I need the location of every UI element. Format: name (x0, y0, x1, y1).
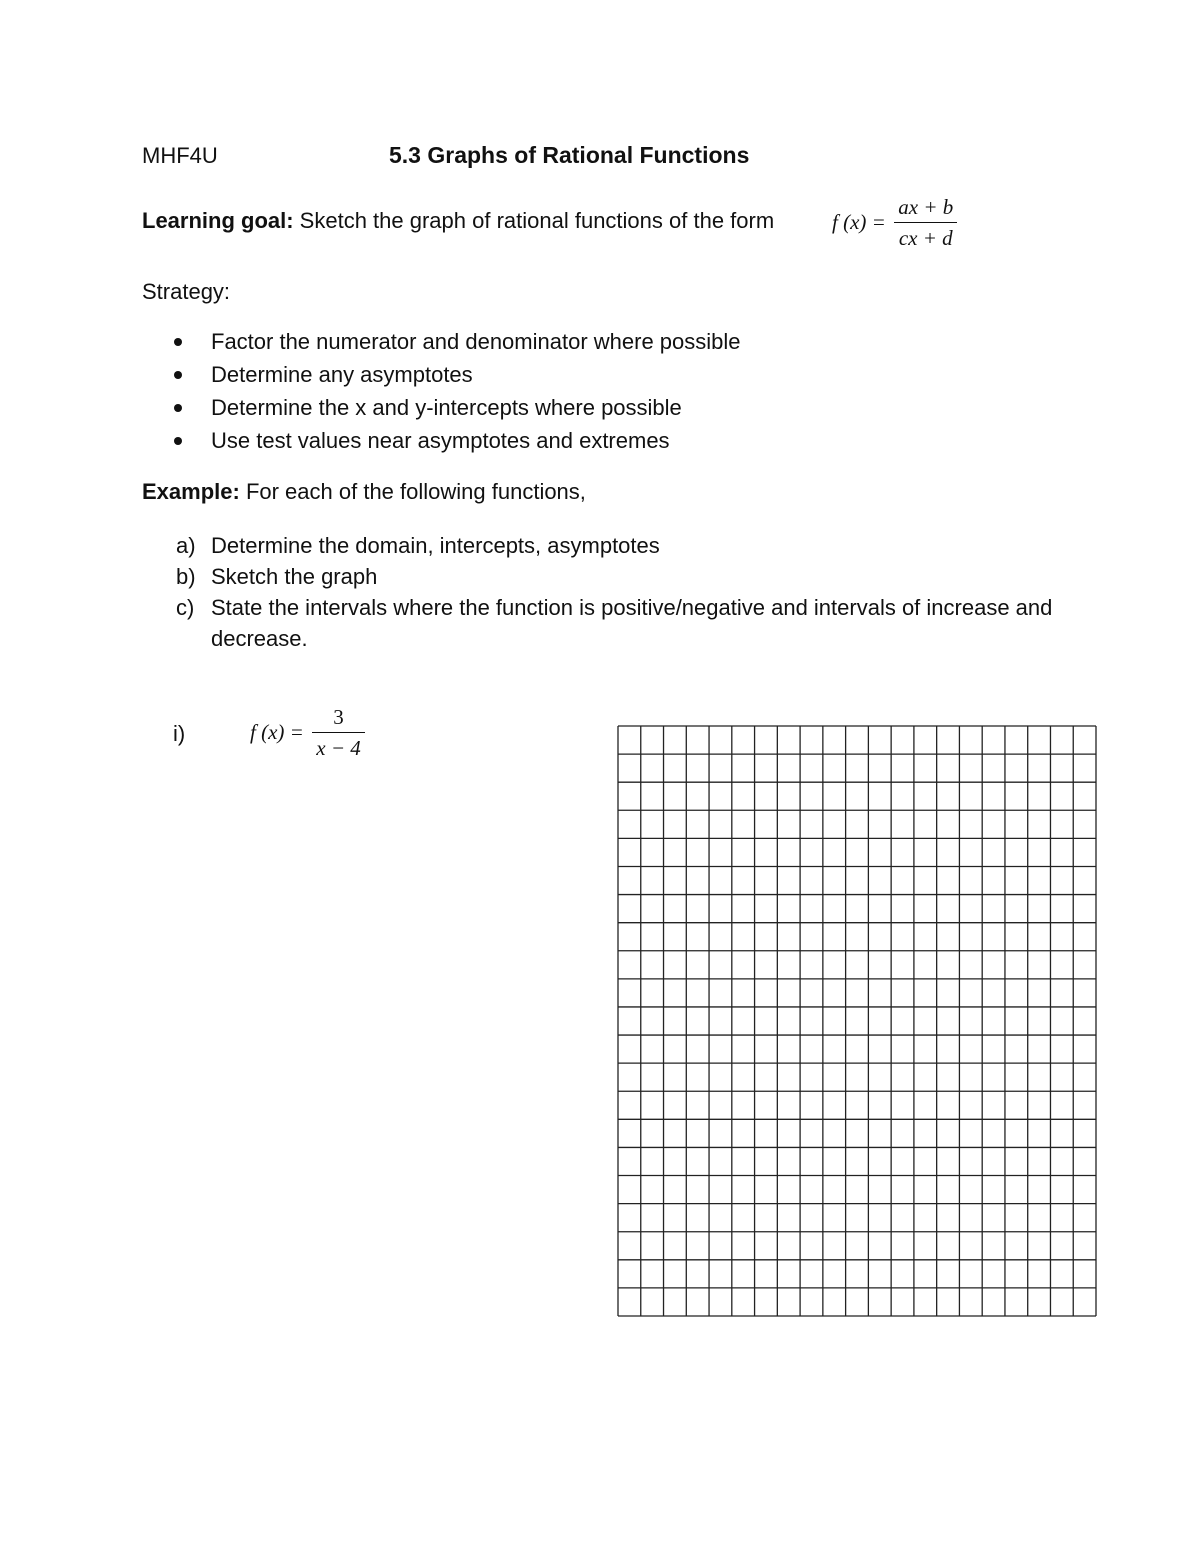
example-label: Example: (142, 479, 240, 504)
bullet-icon (174, 338, 182, 346)
function-lhs: f (x) = (250, 720, 304, 744)
formula-numerator: ax + b (898, 195, 954, 219)
strategy-heading: Strategy: (142, 279, 231, 304)
graph-grid[interactable] (617, 725, 1097, 1317)
list-item (168, 328, 741, 361)
formula-denominator: cx + d (898, 226, 953, 250)
bullet-icon (174, 371, 182, 379)
fraction-bar (894, 222, 957, 223)
list-item (168, 427, 741, 460)
list-item (176, 592, 1076, 654)
fraction-bar (312, 732, 365, 733)
list-item-text: Determine the domain, intercepts, asymptotes (211, 533, 660, 558)
list-item-text: Factor the numerator and denominator where possible (211, 329, 741, 354)
learning-goal (142, 208, 774, 234)
list-item-text: Determine any asymptotes (211, 362, 473, 387)
example-parts-list (176, 530, 1076, 654)
strategy-list (168, 328, 741, 460)
example-intro (142, 479, 586, 505)
course-code: MHF4U (142, 143, 218, 168)
list-marker: a) (176, 533, 196, 558)
learning-goal-text: Sketch the graph of rational functions of the form (293, 208, 775, 233)
list-item-text: Determine the x and y-intercepts where possible (211, 395, 682, 420)
list-item-text: Sketch the graph (211, 564, 378, 589)
list-item (168, 361, 741, 394)
general-form-formula (832, 195, 957, 255)
formula-fraction (894, 195, 957, 250)
list-item (176, 530, 1076, 561)
function-numerator: 3 (333, 705, 344, 729)
function-denominator: x − 4 (316, 736, 361, 760)
bullet-icon (174, 404, 182, 412)
list-item-text: Use test values near asymptotes and extremes (211, 428, 670, 453)
function-fraction (312, 705, 365, 760)
list-item-text: State the intervals where the function is positive/negative and intervals of increase and decrease. (211, 595, 1053, 651)
problem-function (250, 705, 365, 760)
bullet-icon (174, 437, 182, 445)
problem-marker: i) (173, 721, 186, 746)
learning-goal-label: Learning goal: (142, 208, 294, 233)
example-text: For each of the following functions, (239, 479, 586, 504)
page-title: 5.3 Graphs of Rational Functions (389, 142, 750, 168)
formula-lhs: f (x) = (832, 210, 886, 234)
list-item (168, 394, 741, 427)
list-marker: c) (176, 595, 195, 620)
list-marker: b) (176, 564, 196, 589)
list-item (176, 561, 1076, 592)
